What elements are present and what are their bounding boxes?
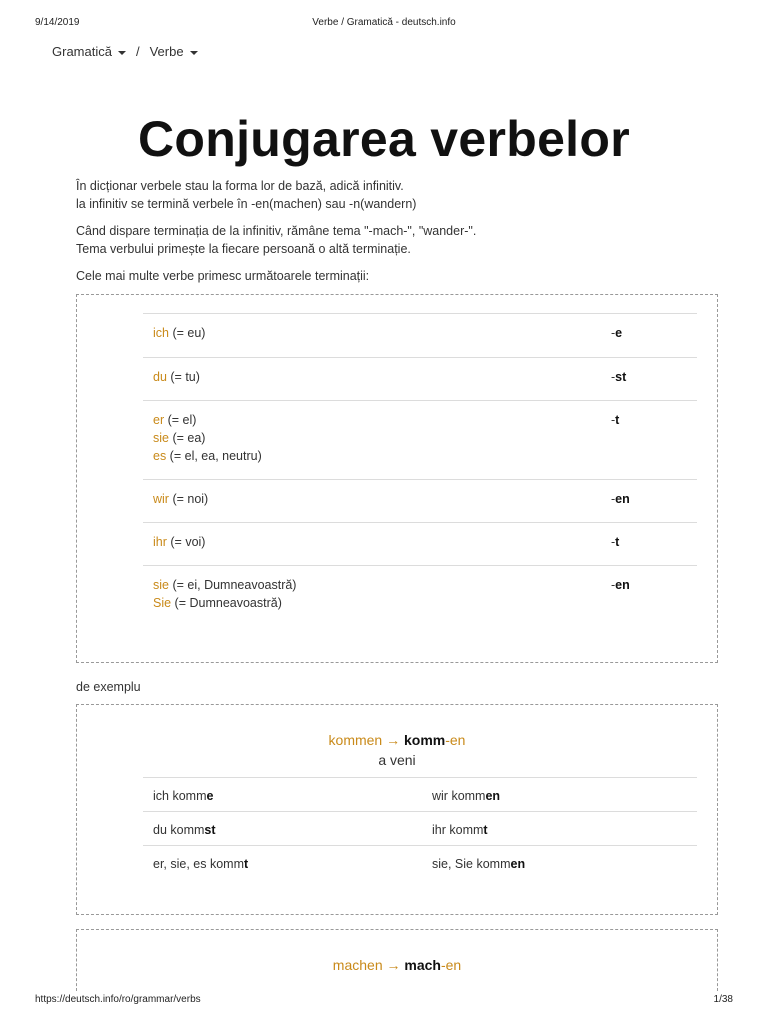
ending-dash: - xyxy=(611,413,616,427)
pronoun-cell xyxy=(153,324,593,342)
breadcrumb-verbs-label: Verbe xyxy=(149,44,184,59)
example-conjugation-table xyxy=(143,777,697,879)
page-number: 1/38 xyxy=(713,994,733,1005)
ending-cell xyxy=(611,368,626,386)
intro-paragraph-1 xyxy=(76,177,716,213)
example-suffix: -en xyxy=(440,957,462,973)
pronoun-gloss: (= el) xyxy=(164,413,197,427)
pronoun: du xyxy=(153,370,167,384)
breadcrumb-separator: / xyxy=(135,44,140,59)
example-verb-heading xyxy=(77,955,717,975)
conjugation-ending: st xyxy=(204,823,216,837)
table-row xyxy=(143,811,697,845)
conjugation-ending: t xyxy=(244,857,249,871)
conjugation-cell xyxy=(432,855,525,873)
pronoun: sie xyxy=(153,431,169,445)
conjugation-base: er, sie, es komm xyxy=(153,857,244,871)
pronoun-gloss: (= tu) xyxy=(166,370,200,384)
table-row xyxy=(143,522,697,565)
table-row xyxy=(143,777,697,811)
pronoun-gloss: (= voi) xyxy=(166,535,206,549)
conjugation-base: sie, Sie komm xyxy=(432,857,511,871)
ending: en xyxy=(615,492,630,506)
ending: st xyxy=(615,370,627,384)
example-stem: komm xyxy=(404,732,446,748)
print-footer xyxy=(0,994,768,1008)
conjugation-ending: en xyxy=(485,789,501,803)
example-box-kommen xyxy=(76,704,718,915)
intro-line: Tema verbului primește la fiecare persoană o altă terminație. xyxy=(76,242,411,256)
pronoun-gloss: (= ei, Dumneavoastră) xyxy=(168,578,297,592)
intro-paragraph-3 xyxy=(76,267,716,285)
conjugation-cell xyxy=(153,821,216,839)
print-title: Verbe / Gramatică - deutsch.info xyxy=(312,17,456,28)
ending-dash: - xyxy=(611,492,616,506)
example-suffix: -en xyxy=(445,732,466,748)
pronoun-cell xyxy=(153,576,593,612)
conjugation-base: ihr komm xyxy=(432,823,484,837)
intro-paragraph-2 xyxy=(76,222,716,258)
ending: t xyxy=(615,413,620,427)
print-date: 9/14/2019 xyxy=(35,17,80,28)
pronoun: er xyxy=(153,413,165,427)
example-stem: mach xyxy=(404,957,441,973)
table-row xyxy=(143,845,697,879)
breadcrumb-grammar-label: Gramatică xyxy=(52,44,112,59)
pronoun: sie xyxy=(153,578,169,592)
print-header xyxy=(0,17,768,31)
pronoun-gloss: (= el, ea, neutru) xyxy=(166,449,262,463)
ending-dash: - xyxy=(611,578,616,592)
pronoun-gloss: (= noi) xyxy=(168,492,209,506)
endings-box xyxy=(76,294,718,663)
caret-down-icon xyxy=(118,51,126,55)
ending-dash: - xyxy=(611,326,616,340)
ending: en xyxy=(615,578,630,592)
pronoun-gloss: (= Dumneavoastră) xyxy=(171,596,282,610)
pronoun: wir xyxy=(153,492,169,506)
conjugation-cell xyxy=(432,821,488,839)
intro-line: Când dispare terminația de la infinitiv, rămâne tema "-mach-", "wander-". xyxy=(76,224,477,238)
ending-dash: - xyxy=(611,535,616,549)
pronoun-cell xyxy=(153,368,593,386)
conjugation-ending: e xyxy=(206,789,214,803)
caret-down-icon xyxy=(190,51,198,55)
conjugation-cell xyxy=(153,787,213,805)
pronoun-cell xyxy=(153,490,593,508)
endings-table xyxy=(143,313,697,627)
example-infinitive: kommen xyxy=(328,732,383,748)
conjugation-ending: t xyxy=(483,823,488,837)
example-verb-heading xyxy=(77,730,717,750)
ending-cell xyxy=(611,533,619,551)
ending: e xyxy=(615,326,623,340)
example-infinitive: machen xyxy=(332,957,383,973)
table-row xyxy=(143,357,697,400)
pronoun: ihr xyxy=(153,535,167,549)
conjugation-base: du komm xyxy=(153,823,205,837)
conjugation-cell xyxy=(153,855,248,873)
table-row xyxy=(143,479,697,522)
pronoun-cell xyxy=(153,411,593,465)
pronoun: es xyxy=(153,449,167,463)
ending-dash: - xyxy=(611,370,616,384)
breadcrumb-grammar-dropdown[interactable] xyxy=(52,44,126,59)
ending-cell xyxy=(611,576,630,594)
conjugation-ending: en xyxy=(510,857,526,871)
pronoun: Sie xyxy=(153,596,172,610)
breadcrumb-verbs-dropdown[interactable] xyxy=(150,44,198,59)
ending: t xyxy=(615,535,620,549)
page-title: Conjugarea verbelor xyxy=(138,111,630,167)
pronoun-gloss: (= ea) xyxy=(168,431,206,445)
example-label: de exemplu xyxy=(76,680,141,694)
print-url: https://deutsch.info/ro/grammar/verbs xyxy=(35,994,201,1005)
intro-line: la infinitiv se termină verbele în -en(machen) sau -n(wandern) xyxy=(76,197,417,211)
arrow-icon: → xyxy=(382,732,404,748)
intro-line: În dicționar verbele stau la forma lor de bază, adică infinitiv. xyxy=(76,179,404,193)
breadcrumb xyxy=(52,44,198,59)
ending-cell xyxy=(611,490,630,508)
ending-cell xyxy=(611,411,619,429)
example-translation: a veni xyxy=(378,752,416,768)
table-row xyxy=(143,400,697,479)
conjugation-base: wir komm xyxy=(432,789,486,803)
pronoun-gloss: (= eu) xyxy=(168,326,206,340)
conjugation-cell xyxy=(432,787,500,805)
table-row xyxy=(143,313,697,357)
intro-line: Cele mai multe verbe primesc următoarele terminații: xyxy=(76,269,370,283)
example-box-machen xyxy=(76,929,718,991)
pronoun: ich xyxy=(153,326,169,340)
pronoun-cell xyxy=(153,533,593,551)
arrow-icon: → xyxy=(382,957,405,973)
table-row xyxy=(143,565,697,627)
ending-cell xyxy=(611,324,622,342)
conjugation-base: ich komm xyxy=(153,789,207,803)
